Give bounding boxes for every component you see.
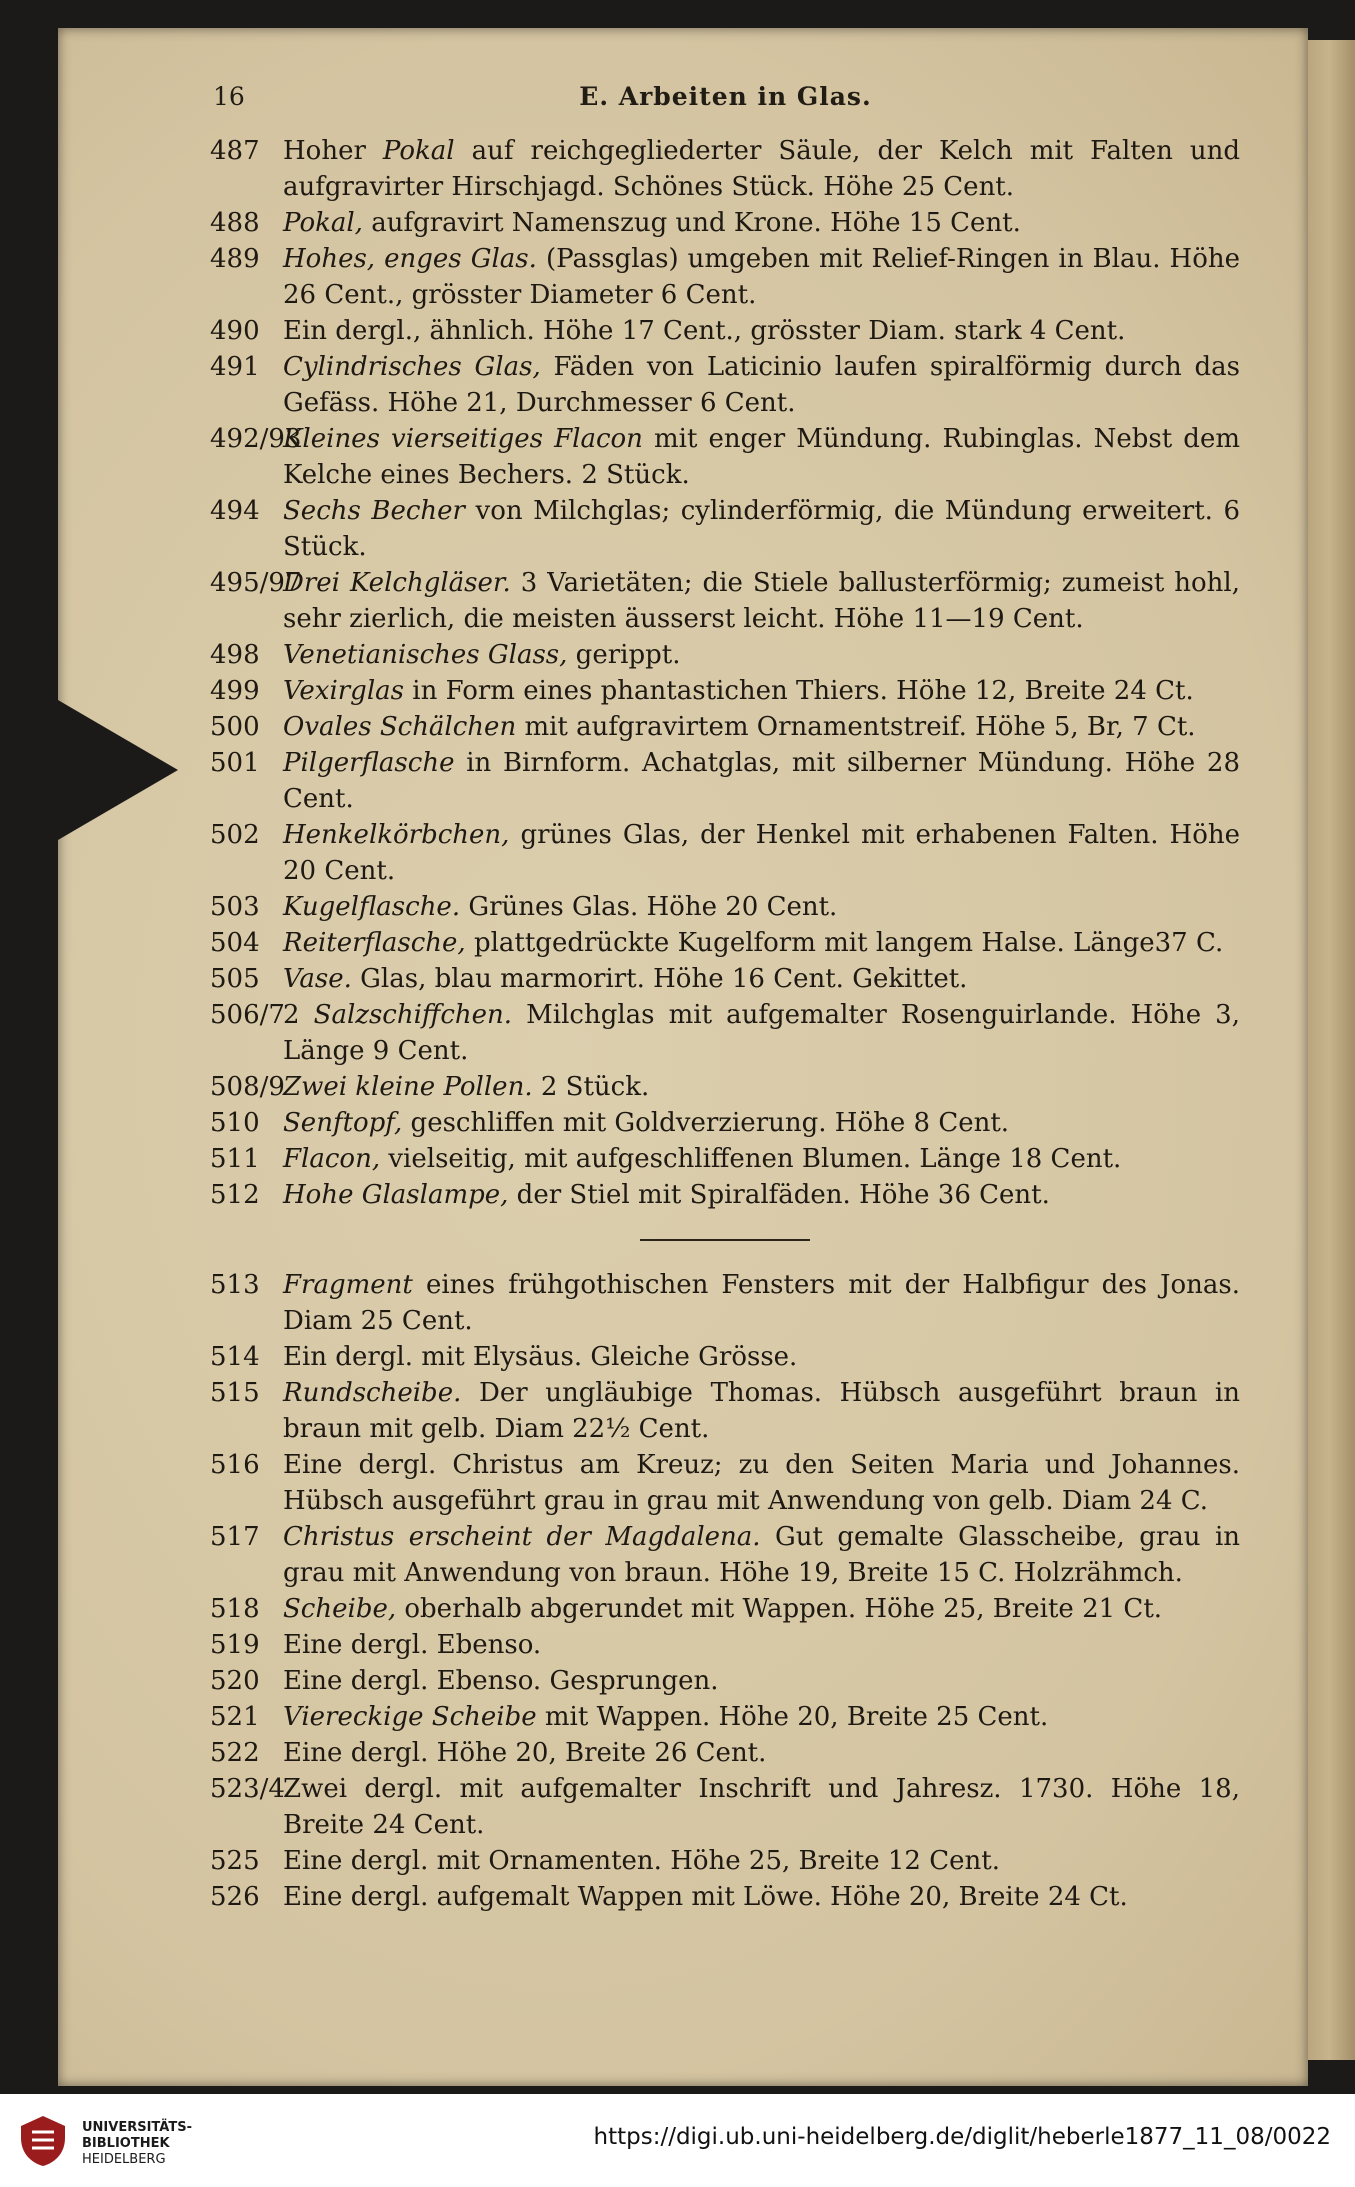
- entry-description: 3 Varietäten; die Stiele ballusterförmig; zumeist hohl, sehr zierlich, die meisten äusserst leicht. Höhe 11—19 Cent.: [283, 568, 1240, 634]
- entry-title: Scheibe,: [283, 1594, 397, 1624]
- catalog-entry: [210, 1591, 1240, 1627]
- entry-description: Grünes Glas. Höhe 20 Cent.: [460, 892, 838, 922]
- entry-description: Glas, blau marmorirt. Höhe 16 Cent. Gekittet.: [351, 964, 968, 994]
- entry-number: 502: [210, 820, 260, 850]
- entry-description: oberhalb abgerundet mit Wappen. Höhe 25, Breite 21 Ct.: [396, 1594, 1163, 1624]
- entry-number: 503: [210, 892, 260, 922]
- catalog-entry: [210, 1447, 1240, 1519]
- entry-description: von Milchglas; cylinderförmig, die Mündung erweitert. 6 Stück.: [283, 496, 1240, 562]
- entry-number: 517: [210, 1522, 260, 1552]
- catalog-entry: [210, 637, 1240, 673]
- entry-number: 506/7: [210, 1000, 285, 1030]
- catalog-entry: [210, 925, 1240, 961]
- entry-title: Flacon,: [283, 1144, 381, 1174]
- entry-number: 514: [210, 1342, 260, 1372]
- entry-prefix: 2: [283, 1000, 314, 1030]
- entry-description: Milchglas mit aufgemalter Rosenguirlande. Höhe 3, Länge 9 Cent.: [283, 1000, 1240, 1066]
- catalog-entry: [210, 889, 1240, 925]
- entry-title: Fragment: [283, 1270, 413, 1300]
- entry-description: 2 Stück.: [532, 1072, 650, 1102]
- entry-description: Gut gemalte Glasscheibe, grau in grau mit Anwendung von braun. Höhe 19, Breite 15 C. Holzrähmch.: [283, 1522, 1241, 1588]
- entry-number: 518: [210, 1594, 260, 1624]
- entry-title: Pilgerflasche: [283, 748, 455, 778]
- entry-title: Drei Kelchgläser.: [283, 568, 511, 598]
- catalog-entry: [210, 421, 1240, 493]
- entry-list-vessels: [210, 133, 1240, 1213]
- page-number: 16: [213, 82, 245, 111]
- entry-number: 494: [210, 496, 260, 526]
- entry-number: 516: [210, 1450, 260, 1480]
- entry-description: gerippt.: [567, 640, 681, 670]
- catalog-entry: [210, 1699, 1240, 1735]
- catalog-entry: [210, 1177, 1240, 1213]
- viewer-footer: [0, 2094, 1355, 2187]
- entry-number: 490: [210, 316, 260, 346]
- entry-description: mit aufgravirtem Ornamentstreif. Höhe 5, Br, 7 Ct.: [516, 712, 1196, 742]
- entry-number: 489: [210, 244, 260, 274]
- entry-number: 519: [210, 1630, 260, 1660]
- entry-title: Venetianisches Glass,: [283, 640, 568, 670]
- page-header: [213, 82, 1238, 116]
- entry-description: plattgedrückte Kugelform mit langem Halse. Länge37 C.: [465, 928, 1224, 958]
- catalog-entry: [210, 1375, 1240, 1447]
- catalog-entry: [210, 565, 1240, 637]
- entry-title: Senftopf,: [283, 1108, 403, 1138]
- entry-description: mit Wappen. Höhe 20, Breite 25 Cent.: [536, 1702, 1049, 1732]
- library-name: [82, 2120, 192, 2168]
- entry-title: Viereckige Scheibe: [283, 1702, 537, 1732]
- entry-number: 500: [210, 712, 260, 742]
- entry-description: Zwei dergl. mit aufgemalter Inschrift und Jahresz. 1730. Höhe 18, Breite 24 Cent.: [283, 1774, 1240, 1840]
- catalog-entry: [210, 133, 1240, 205]
- entry-number: 487: [210, 136, 260, 166]
- entry-number: 526: [210, 1882, 260, 1912]
- library-logo-icon: [18, 2114, 68, 2168]
- catalog-entry: [210, 1879, 1240, 1915]
- catalog-entry: [210, 1105, 1240, 1141]
- entry-title: Henkelkörbchen,: [283, 820, 510, 850]
- entry-description: in Birnform. Achatglas, mit silberner Mündung. Höhe 28 Cent.: [283, 748, 1240, 814]
- catalog-entries: [210, 133, 1240, 1915]
- catalog-entry: [210, 1141, 1240, 1177]
- entry-number: 495/97: [210, 568, 302, 598]
- entry-description: eines frühgothischen Fensters mit der Halbfigur des Jonas. Diam 25 Cent.: [283, 1270, 1240, 1336]
- entry-description: aufgravirt Namenszug und Krone. Höhe 15 Cent.: [362, 208, 1021, 238]
- entry-description: mit enger Mündung. Rubinglas. Nebst dem Kelche eines Bechers. 2 Stück.: [283, 424, 1240, 490]
- entry-title: Vase.: [283, 964, 352, 994]
- catalog-entry: [210, 349, 1240, 421]
- entry-description: Ein dergl., ähnlich. Höhe 17 Cent., grösster Diam. stark 4 Cent.: [283, 316, 1126, 346]
- entry-description: Eine dergl. Ebenso.: [283, 1630, 542, 1660]
- catalog-entry: [210, 961, 1240, 997]
- catalog-entry: [210, 241, 1240, 313]
- catalog-entry: [210, 1339, 1240, 1375]
- entry-title: Pokal,: [283, 208, 363, 238]
- entry-number: 499: [210, 676, 260, 706]
- entry-list-panes: [210, 1267, 1240, 1915]
- library-name-line: HEIDELBERG: [82, 2152, 166, 2167]
- entry-title: Pokal: [382, 136, 455, 166]
- entry-number: 523/4: [210, 1774, 285, 1804]
- catalog-entry: [210, 709, 1240, 745]
- entry-title: Hohe Glaslampe,: [283, 1180, 509, 1210]
- entry-title: Hohes, enges Glas.: [283, 244, 537, 274]
- entry-description: Eine dergl. aufgemalt Wappen mit Löwe. Höhe 20, Breite 24 Ct.: [283, 1882, 1128, 1912]
- entry-number: 488: [210, 208, 260, 238]
- entry-description: Fäden von Laticinio laufen spiralförmig durch das Gefäss. Höhe 21, Durchmesser 6 Cent.: [283, 352, 1240, 418]
- entry-number: 511: [210, 1144, 260, 1174]
- entry-description: in Form eines phantastichen Thiers. Höhe 12, Breite 24 Ct.: [404, 676, 1194, 706]
- entry-description: der Stiel mit Spiralfäden. Höhe 36 Cent.: [508, 1180, 1050, 1210]
- entry-description: vielseitig, mit aufgeschliffenen Blumen. Länge 18 Cent.: [380, 1144, 1122, 1174]
- catalog-entry: [210, 997, 1240, 1069]
- source-url-link[interactable]: https://digi.ub.uni-heidelberg.de/diglit/heberle1877_11_08/0022: [593, 2124, 1331, 2150]
- entry-number: 498: [210, 640, 260, 670]
- entry-description: geschliffen mit Goldverzierung. Höhe 8 Cent.: [402, 1108, 1010, 1138]
- catalog-entry: [210, 817, 1240, 889]
- entry-number: 522: [210, 1738, 260, 1768]
- entry-title: Vexirglas: [283, 676, 404, 706]
- entry-number: 525: [210, 1846, 260, 1876]
- entry-number: 520: [210, 1666, 260, 1696]
- entry-title: Cylindrisches Glas,: [283, 352, 541, 382]
- catalog-entry: [210, 1267, 1240, 1339]
- entry-description: grünes Glas, der Henkel mit erhabenen Falten. Höhe 20 Cent.: [283, 820, 1240, 886]
- entry-number: 505: [210, 964, 260, 994]
- catalog-entry: [210, 1771, 1240, 1843]
- catalog-entry: [210, 745, 1240, 817]
- library-name-line: UNIVERSITÄTS-: [82, 2120, 192, 2135]
- catalog-entry: [210, 493, 1240, 565]
- entry-number: 492/93: [210, 424, 302, 454]
- section-divider: [640, 1239, 810, 1241]
- entry-title: Reiterflasche,: [283, 928, 466, 958]
- entry-prefix: Hoher: [283, 136, 383, 166]
- page-tear: [58, 700, 178, 840]
- entry-title: Sechs Becher: [283, 496, 465, 526]
- catalog-entry: [210, 205, 1240, 241]
- catalog-entry: [210, 1843, 1240, 1879]
- entry-number: 512: [210, 1180, 260, 1210]
- catalog-entry: [210, 313, 1240, 349]
- entry-description: (Passglas) umgeben mit Relief-Ringen in Blau. Höhe 26 Cent., grösster Diameter 6 Cent.: [283, 244, 1241, 310]
- entry-description: Der ungläubige Thomas. Hübsch ausgeführt braun in braun mit gelb. Diam 22½ Cent.: [283, 1378, 1240, 1444]
- entry-title: Kleines vierseitiges Flacon: [283, 424, 643, 454]
- entry-number: 508/9: [210, 1072, 285, 1102]
- entry-title: Salzschiffchen.: [313, 1000, 513, 1030]
- catalog-entry: [210, 1069, 1240, 1105]
- entry-number: 491: [210, 352, 260, 382]
- entry-description: auf reichgegliederter Säule, der Kelch mit Falten und aufgravirter Hirschjagd. Schönes Stück. Höhe 25 Cent.: [283, 136, 1240, 202]
- catalog-entry: [210, 1663, 1240, 1699]
- entry-number: 513: [210, 1270, 260, 1300]
- entry-number: 510: [210, 1108, 260, 1138]
- catalog-entry: [210, 1735, 1240, 1771]
- entry-number: 504: [210, 928, 260, 958]
- catalog-entry: [210, 1519, 1240, 1591]
- entry-title: Christus erscheint der Magdalena.: [283, 1522, 761, 1552]
- entry-description: Eine dergl. Höhe 20, Breite 26 Cent.: [283, 1738, 767, 1768]
- entry-description: Eine dergl. Christus am Kreuz; zu den Seiten Maria und Johannes. Hübsch ausgeführt grau in grau mit Anwendung von gelb. Diam 24 C.: [283, 1450, 1240, 1516]
- entry-title: Ovales Schälchen: [283, 712, 517, 742]
- catalog-entry: [210, 1627, 1240, 1663]
- entry-description: Eine dergl. Ebenso. Gesprungen.: [283, 1666, 719, 1696]
- entry-description: Eine dergl. mit Ornamenten. Höhe 25, Breite 12 Cent.: [283, 1846, 1000, 1876]
- catalog-entry: [210, 673, 1240, 709]
- entry-number: 501: [210, 748, 260, 778]
- section-title: E. Arbeiten in Glas.: [579, 82, 872, 111]
- entry-title: Rundscheibe.: [283, 1378, 462, 1408]
- entry-number: 521: [210, 1702, 260, 1732]
- library-name-line: BIBLIOTHEK: [82, 2136, 170, 2151]
- entry-title: Zwei kleine Pollen.: [283, 1072, 533, 1102]
- entry-title: Kugelflasche.: [283, 892, 461, 922]
- entry-description: Ein dergl. mit Elysäus. Gleiche Grösse.: [283, 1342, 798, 1372]
- entry-number: 515: [210, 1378, 260, 1408]
